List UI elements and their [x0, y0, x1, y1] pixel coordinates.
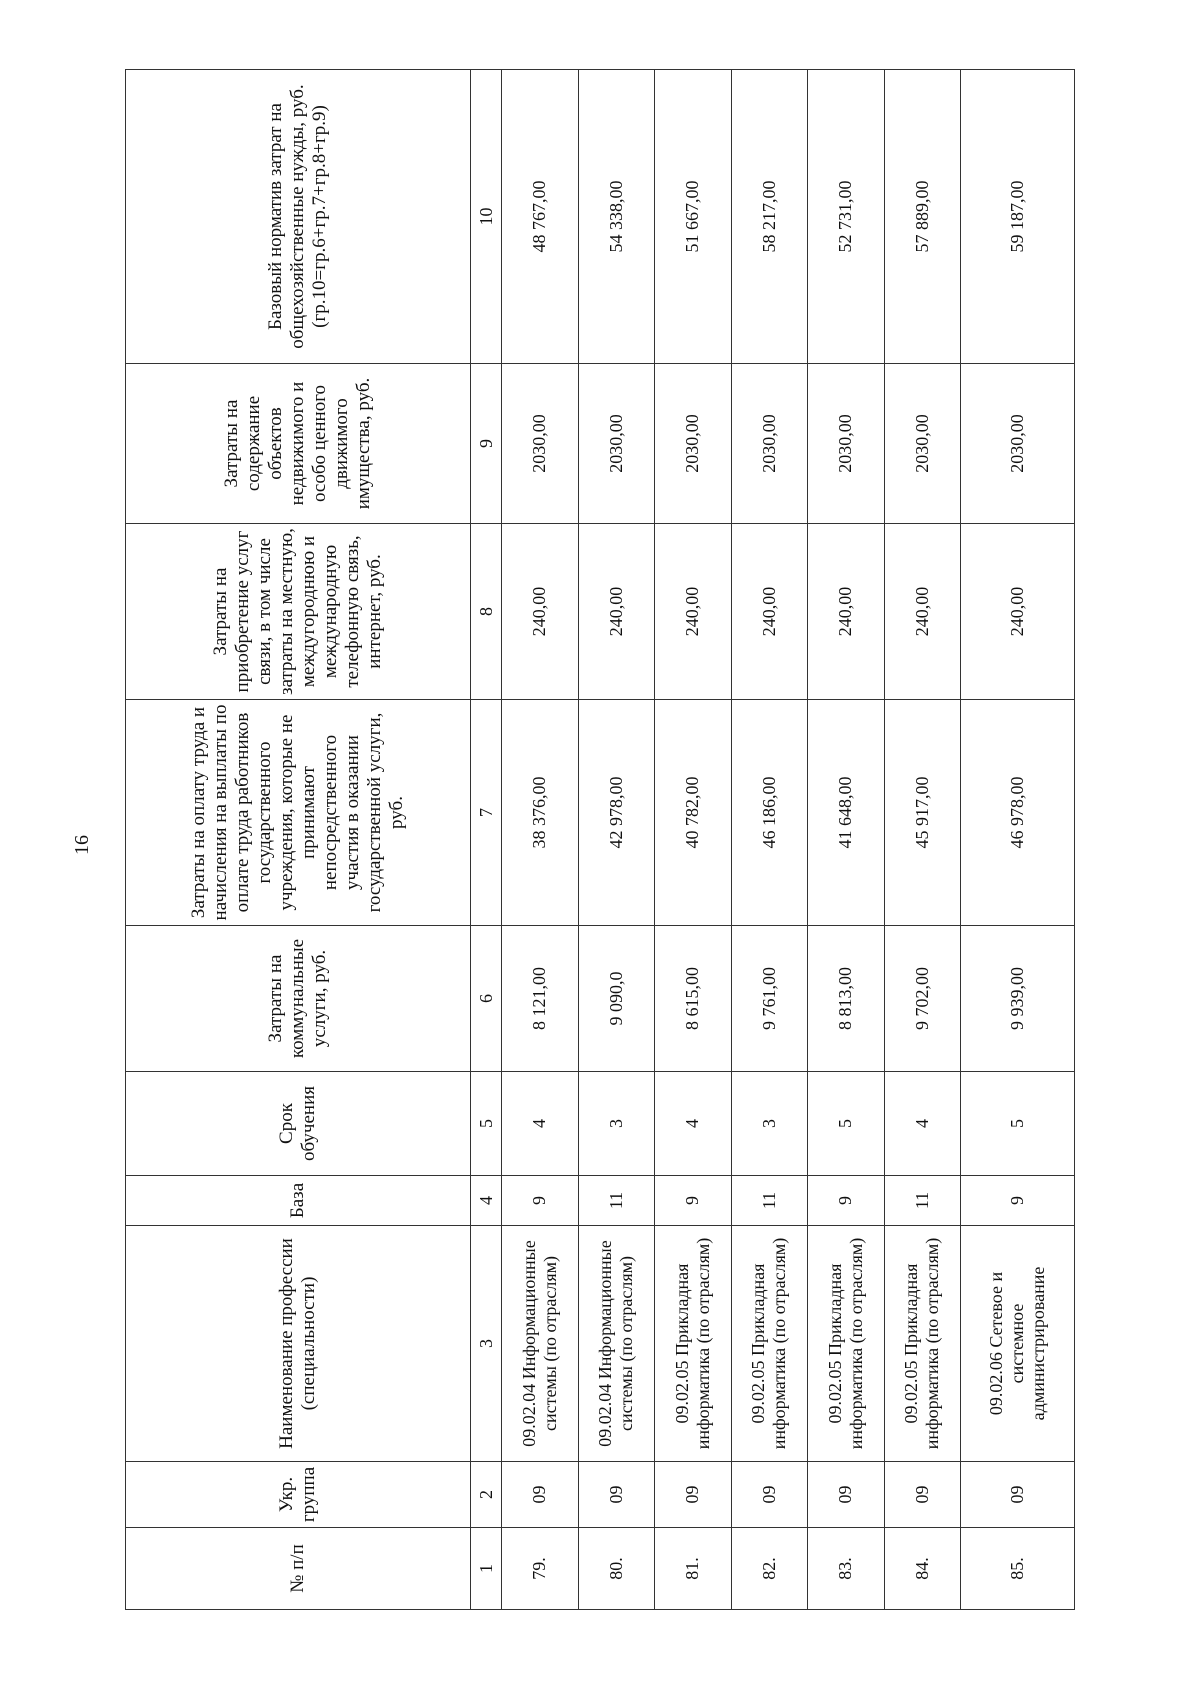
profession-cell: 09.02.04 Информационные системы (по отраслям): [502, 1226, 579, 1462]
table-row: [502, 70, 579, 1610]
salary-cell: 46 978,00: [961, 700, 1075, 926]
col-header-base-norm: Базовый норматив затрат на общехозяйственные нужды, руб. (гр.10=гр.6+гр.7+гр.8+гр.9): [126, 70, 471, 364]
row-number: 82.: [731, 1528, 808, 1610]
table-row: [808, 70, 885, 1610]
base-cell: 11: [884, 1176, 961, 1226]
column-number: 8: [471, 524, 502, 700]
base-norm-cell: 52 731,00: [808, 70, 885, 364]
base-norm-cell: 58 217,00: [731, 70, 808, 364]
header-row: [126, 70, 471, 1610]
salary-cell: 42 978,00: [578, 700, 655, 926]
base-norm-cell: 57 889,00: [884, 70, 961, 364]
communications-cell: 240,00: [731, 524, 808, 700]
communications-cell: 240,00: [502, 524, 579, 700]
row-number: 80.: [578, 1528, 655, 1610]
table-row: [655, 70, 732, 1610]
base-cell: 9: [655, 1176, 732, 1226]
base-cell: 11: [731, 1176, 808, 1226]
group-cell: 09: [578, 1462, 655, 1528]
table-container: [125, 70, 1075, 1610]
communications-cell: 240,00: [578, 524, 655, 700]
col-header-communications: Затраты на приобретение услуг связи, в том числе затраты на местную, междугороднюю и международную телефонную связь, интернет, руб.: [126, 524, 471, 700]
column-number: 10: [471, 70, 502, 364]
profession-cell: 09.02.05 Прикладная информатика (по отраслям): [808, 1226, 885, 1462]
term-cell: 4: [502, 1072, 579, 1176]
communications-cell: 240,00: [884, 524, 961, 700]
salary-cell: 41 648,00: [808, 700, 885, 926]
term-cell: 3: [731, 1072, 808, 1176]
col-header-number: № п/п: [126, 1528, 471, 1610]
utilities-cell: 9 761,00: [731, 926, 808, 1072]
table-row: [961, 70, 1075, 1610]
col-header-study-term: Срок обучения: [126, 1072, 471, 1176]
property-cell: 2030,00: [578, 364, 655, 524]
profession-cell: 09.02.05 Прикладная информатика (по отраслям): [655, 1226, 732, 1462]
group-cell: 09: [884, 1462, 961, 1528]
row-number: 84.: [884, 1528, 961, 1610]
column-number: 2: [471, 1462, 502, 1528]
group-cell: 09: [961, 1462, 1075, 1528]
column-number: 9: [471, 364, 502, 524]
property-cell: 2030,00: [731, 364, 808, 524]
group-cell: 09: [502, 1462, 579, 1528]
row-number: 85.: [961, 1528, 1075, 1610]
profession-cell: 09.02.05 Прикладная информатика (по отраслям): [731, 1226, 808, 1462]
base-cell: 9: [808, 1176, 885, 1226]
column-number: 7: [471, 700, 502, 926]
row-number: 83.: [808, 1528, 885, 1610]
column-number-row: [471, 70, 502, 1610]
property-cell: 2030,00: [884, 364, 961, 524]
table-row: [578, 70, 655, 1610]
property-cell: 2030,00: [961, 364, 1075, 524]
base-cell: 9: [961, 1176, 1075, 1226]
communications-cell: 240,00: [808, 524, 885, 700]
col-header-group: Укр. группа: [126, 1462, 471, 1528]
table-row: [731, 70, 808, 1610]
column-number: 3: [471, 1226, 502, 1462]
term-cell: 5: [808, 1072, 885, 1176]
base-cell: 9: [502, 1176, 579, 1226]
col-header-property: Затраты на содержание объектов недвижимого и особо ценного движимого имущества, руб.: [126, 364, 471, 524]
group-cell: 09: [731, 1462, 808, 1528]
salary-cell: 40 782,00: [655, 700, 732, 926]
column-number: 6: [471, 926, 502, 1072]
communications-cell: 240,00: [961, 524, 1075, 700]
col-header-profession: Наименование профессии (специальности): [126, 1226, 471, 1462]
utilities-cell: 8 121,00: [502, 926, 579, 1072]
column-number: 1: [471, 1528, 502, 1610]
property-cell: 2030,00: [502, 364, 579, 524]
row-number: 81.: [655, 1528, 732, 1610]
cost-norms-table: [125, 69, 1075, 1610]
base-norm-cell: 54 338,00: [578, 70, 655, 364]
column-number: 4: [471, 1176, 502, 1226]
utilities-cell: 9 702,00: [884, 926, 961, 1072]
base-norm-cell: 59 187,00: [961, 70, 1075, 364]
base-cell: 11: [578, 1176, 655, 1226]
col-header-salary: Затраты на оплату труда и начисления на выплаты по оплате труда работников государственного учреждения, которые не принимают непосредственного участия в оказании государственной услуги, руб.: [126, 700, 471, 926]
base-norm-cell: 48 767,00: [502, 70, 579, 364]
salary-cell: 46 186,00: [731, 700, 808, 926]
base-norm-cell: 51 667,00: [655, 70, 732, 364]
communications-cell: 240,00: [655, 524, 732, 700]
profession-cell: 09.02.04 Информационные системы (по отраслям): [578, 1226, 655, 1462]
utilities-cell: 9 090,0: [578, 926, 655, 1072]
profession-cell: 09.02.05 Прикладная информатика (по отраслям): [884, 1226, 961, 1462]
col-header-utilities: Затраты на коммунальные услуги, руб.: [126, 926, 471, 1072]
term-cell: 3: [578, 1072, 655, 1176]
row-number: 79.: [502, 1528, 579, 1610]
term-cell: 4: [884, 1072, 961, 1176]
utilities-cell: 8 615,00: [655, 926, 732, 1072]
term-cell: 4: [655, 1072, 732, 1176]
col-header-base: База: [126, 1176, 471, 1226]
group-cell: 09: [808, 1462, 885, 1528]
page-number: 16: [71, 835, 93, 855]
table-row: [884, 70, 961, 1610]
utilities-cell: 8 813,00: [808, 926, 885, 1072]
column-number: 5: [471, 1072, 502, 1176]
group-cell: 09: [655, 1462, 732, 1528]
salary-cell: 38 376,00: [502, 700, 579, 926]
salary-cell: 45 917,00: [884, 700, 961, 926]
property-cell: 2030,00: [655, 364, 732, 524]
property-cell: 2030,00: [808, 364, 885, 524]
utilities-cell: 9 939,00: [961, 926, 1075, 1072]
term-cell: 5: [961, 1072, 1075, 1176]
profession-cell: 09.02.06 Сетевое и системное администрирование: [961, 1226, 1075, 1462]
